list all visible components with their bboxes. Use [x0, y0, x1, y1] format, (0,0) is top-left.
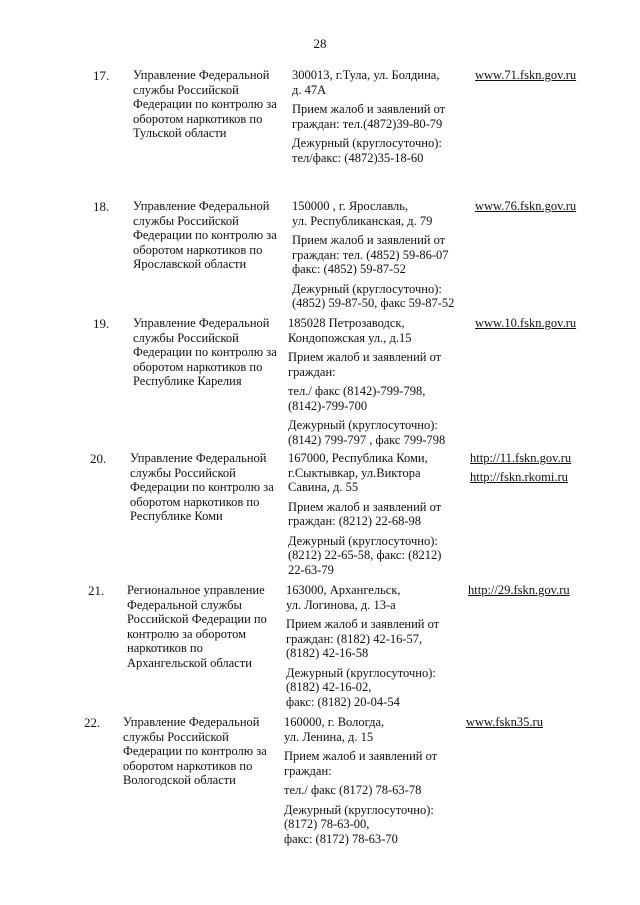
website-link[interactable]: www.fskn35.ru	[466, 715, 543, 729]
page-number: 28	[313, 36, 327, 51]
contact-block	[288, 451, 466, 582]
complaints-phone: Прием жалоб и заявлений от граждан: тел. (4852) 59-86-07 факс: (4852) 59-87-52	[292, 233, 449, 276]
duty-phone: Дежурный (круглосуточно): (4852) 59-87-50, факс 59-87-52	[292, 281, 455, 310]
complaints-phone: Прием жалоб и заявлений от граждан:	[288, 350, 442, 379]
entry-number: 21.	[88, 583, 105, 598]
organization-name: Региональное управление Федеральной службы Российской Федерации по контролю за оборотом наркотиков по Архангельской области	[127, 583, 267, 670]
address: 150000 , г. Ярославль, ул. Республиканская, д. 79	[292, 199, 433, 228]
links	[468, 583, 570, 602]
website-link[interactable]: http://fskn.rkomi.ru	[470, 469, 568, 484]
organization-name: Управление Федеральной службы Российской Федерации по контролю за оборотом наркотиков по Вологодской области	[123, 715, 267, 787]
complaints-phone: Прием жалоб и заявлений от граждан: (8182) 42-16-57, (8182) 42-16-58	[286, 617, 440, 660]
website-link[interactable]: http://11.fskn.gov.ru	[470, 451, 572, 465]
website-link[interactable]: www.71.fskn.gov.ru	[475, 68, 577, 82]
links	[475, 199, 576, 218]
links	[466, 715, 543, 734]
duty-phone: Дежурный (круглосуточно): (8172) 78-63-00, факс: (8172) 78-63-70	[284, 802, 434, 846]
organization-name: Управление Федеральной службы Российской Федерации по контролю за оборотом наркотиков по Республике Карелия	[133, 316, 277, 388]
links	[475, 68, 576, 87]
address: 185028 Петрозаводск, Кондопожская ул., д.15	[288, 316, 412, 345]
complaints-phone: Прием жалоб и заявлений от граждан:	[284, 749, 438, 778]
website-link[interactable]: http://29.fskn.gov.ru	[468, 583, 570, 597]
duty-phone: Дежурный (круглосуточно): (8212) 22-65-58, факс: (8212) 22-63-79	[288, 533, 442, 577]
duty-phone: Дежурный (круглосуточно): (8142) 799-797 , факс 799-798	[288, 418, 446, 447]
complaints-phone: Прием жалоб и заявлений от граждан: (8212) 22-68-98	[288, 499, 442, 528]
fax-phone: тел./ факс (8172) 78-63-78	[284, 783, 422, 797]
address: 163000, Архангельск, ул. Логинова, д. 13-а	[286, 583, 401, 612]
address: 300013, г.Тула, ул. Болдина, д. 47А	[292, 68, 440, 97]
website-link[interactable]: www.76.fskn.gov.ru	[475, 199, 577, 213]
entry-number: 18.	[93, 199, 110, 214]
contact-block	[286, 583, 464, 714]
complaints-phone: Прием жалоб и заявлений от граждан: тел.(4872)39-80-79	[292, 102, 446, 131]
organization-name: Управление Федеральной службы Российской Федерации по контролю за оборотом наркотиков по Тульской области	[133, 68, 277, 140]
contact-block	[288, 316, 466, 452]
contact-block	[292, 199, 470, 316]
entry-number: 20.	[90, 451, 107, 466]
organization-name: Управление Федеральной службы Российской Федерации по контролю за оборотом наркотиков по Республике Коми	[130, 451, 274, 523]
links	[475, 316, 576, 335]
entry-number: 19.	[93, 316, 110, 331]
entry-number: 17.	[93, 68, 110, 83]
contact-block	[292, 68, 470, 170]
links	[470, 451, 571, 488]
contact-block	[284, 715, 462, 851]
duty-phone: Дежурный (круглосуточно): тел/факс: (4872)35-18-60	[292, 136, 442, 165]
organization-name: Управление Федеральной службы Российской Федерации по контролю за оборотом наркотиков по Ярославской области	[133, 199, 277, 271]
duty-phone: Дежурный (круглосуточно): (8182) 42-16-02, факс: (8182) 20-04-54	[286, 665, 436, 709]
entry-number: 22.	[84, 715, 101, 730]
address: 160000, г. Вологда, ул. Ленина, д. 15	[284, 715, 385, 744]
website-link[interactable]: www.10.fskn.gov.ru	[475, 316, 577, 330]
address: 167000, Республика Коми, г.Сыктывкар, ул.Виктора Савина, д. 55	[288, 451, 428, 494]
fax-phone: тел./ факс (8142)-799-798, (8142)-799-700	[288, 384, 426, 413]
